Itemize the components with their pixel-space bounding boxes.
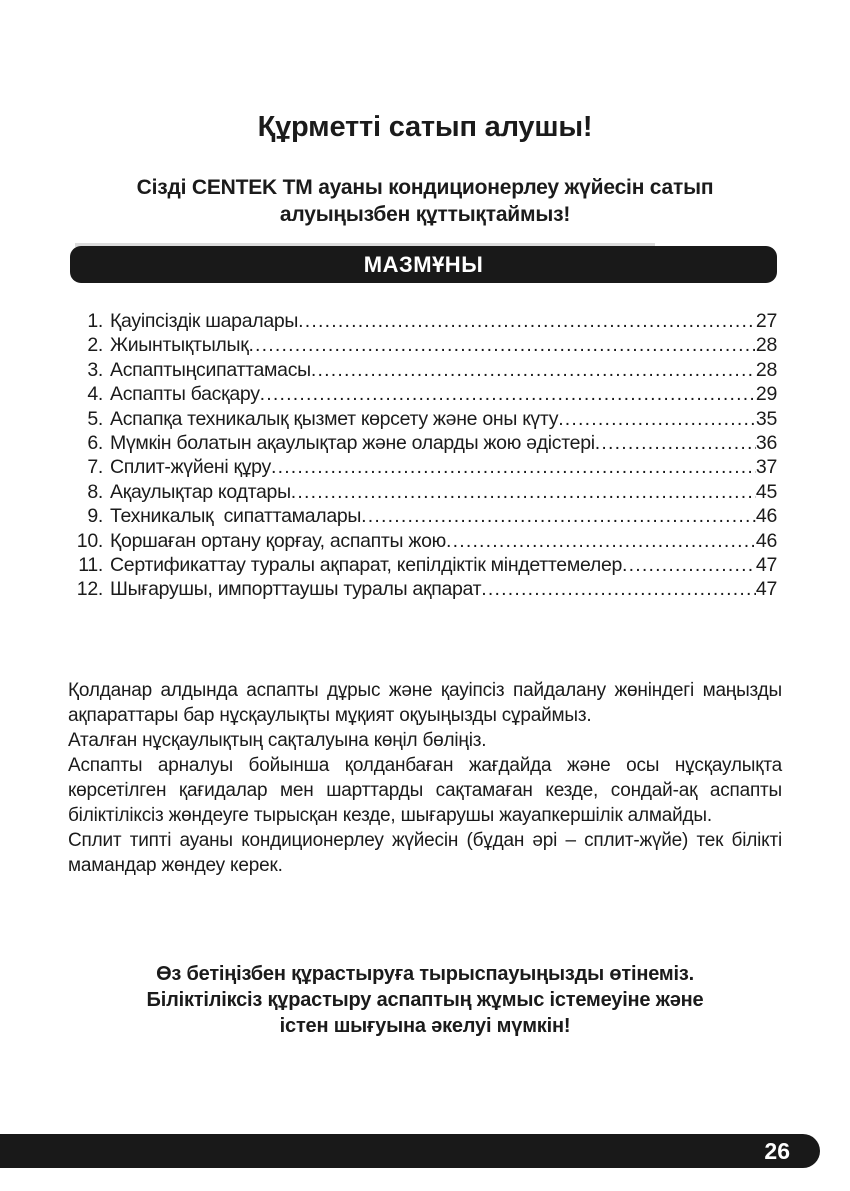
toc-item-label: Аспапқа техникалық қызмет көрсету және оны күту [110,407,559,430]
toc-item-page: 28 [755,334,777,357]
toc-item-label: Қоршаған ортану қорғау, аспапты жою [110,529,446,552]
toc-item-label: Жиынтықтылық [110,334,249,357]
intro-paragraph: Аталған нұсқаулықтың сақталуына көңіл бөліңіз. [68,730,487,751]
toc-item-label: Сертификаттау туралы ақпарат, кепілдіктік міндеттемелер [110,554,623,577]
toc-item-page: 29 [755,383,777,406]
toc-item-number: 7. [87,456,103,479]
contents-heading-bar [70,246,777,283]
contents-heading: МАЗМҰНЫ [363,251,484,277]
toc-item-label: Аспаптыңсипаттамасы [110,358,311,381]
table-of-contents [70,309,777,602]
toc-dot-leader [361,504,756,528]
toc-dot-leader [260,382,756,406]
toc-row [70,407,777,431]
intro-paragraphs [68,678,782,878]
toc-item-page: 28 [755,358,777,381]
toc-dot-leader [595,431,756,455]
toc-item-page: 37 [755,456,777,479]
page-title: Құрметті сатып алушы! [257,111,593,143]
toc-item-number: 12. [76,578,103,601]
toc-dot-leader [446,529,756,553]
toc-item-number: 5. [87,407,103,430]
assembly-warning [0,961,850,1039]
toc-item-page: 27 [755,310,777,332]
subtitle-line-2: алуыңызбен құттықтаймыз! [279,203,571,226]
toc-row [70,333,777,357]
toc-item-page: 45 [755,480,777,503]
intro-paragraph: Қолданар алдында аспапты дұрыс және қауіпсіз пайдалану жөніндегі маңызды ақпараттары бар нұсқаулықты мұқият оқуыңызды сұраймыз. [68,680,782,726]
toc-dot-leader [291,480,756,504]
warning-line-1: Өз бетіңізбен құрастыруға тырыспауыңызды өтінеміз. [156,963,694,985]
toc-item-label: Сплит-жүйені құру [110,456,271,479]
congratulation-subtitle [0,174,850,228]
intro-paragraph: Аспапты арналуы бойынша қолданбаған жағдайда және осы нұсқаулықта көрсетілген қағидалар мен шарттарды сақтамаған кезде, сондай-ақ аспапты біліктіліксіз жөндеуге тырысқан кезде, шығарушы жауапкершілік алмайды. [68,755,782,826]
footer-bar [0,1134,820,1168]
toc-item-label: Қауіпсіздік шаралары [110,310,299,332]
intro-paragraph: Сплит типті ауаны кондиционерлеу жүйесін (бұдан әрі – сплит-жүйе) тек білікті мамандар жөндеу керек. [68,830,782,876]
toc-item-page: 36 [755,432,777,455]
toc-row [70,382,777,406]
toc-row [70,358,777,382]
toc-row [70,309,777,333]
toc-row [70,577,777,601]
toc-item-label: Шығарушы, импорттаушы туралы ақпарат [110,578,482,601]
toc-item-number: 11. [78,554,103,577]
warning-line-3: істен шығуына әкелуі мүмкін! [279,1015,571,1037]
toc-item-page: 46 [755,529,777,552]
toc-row [70,480,777,504]
toc-item-number: 1. [87,310,103,332]
toc-item-label: Техникалық сипаттамалары [110,505,362,528]
toc-item-number: 8. [87,480,103,503]
toc-item-page: 35 [755,407,777,430]
toc-item-page: 47 [755,554,777,577]
toc-dot-leader [558,407,756,431]
toc-dot-leader [481,577,756,601]
toc-item-label: Аспапты басқару [110,383,260,406]
toc-item-label: Мүмкін болатын ақаулықтар және оларды жою әдістері [110,432,595,455]
toc-item-number: 4. [87,383,103,406]
toc-item-number: 3. [87,358,103,381]
toc-item-page: 46 [755,505,777,528]
toc-dot-leader [622,553,756,577]
toc-row [70,529,777,553]
warning-line-2: Біліктіліксіз құрастыру аспаптың жұмыс істемеуіне және [146,989,704,1011]
toc-item-number: 10. [76,529,103,552]
toc-row [70,504,777,528]
toc-row [70,455,777,479]
toc-item-number: 6. [87,432,103,455]
subtitle-line-1: Сізді CENTEK ТМ ауаны кондиционерлеу жүйесін сатып [136,176,714,199]
toc-row [70,431,777,455]
toc-row [70,553,777,577]
toc-dot-leader [298,309,756,333]
toc-item-page: 47 [755,578,777,601]
toc-dot-leader [248,333,755,357]
toc-item-number: 2. [87,334,103,357]
page-number: 26 [764,1137,790,1164]
toc-dot-leader [311,358,756,382]
toc-item-label: Ақаулықтар кодтары [110,480,291,503]
toc-dot-leader [271,455,756,479]
toc-item-number: 9. [87,505,103,528]
